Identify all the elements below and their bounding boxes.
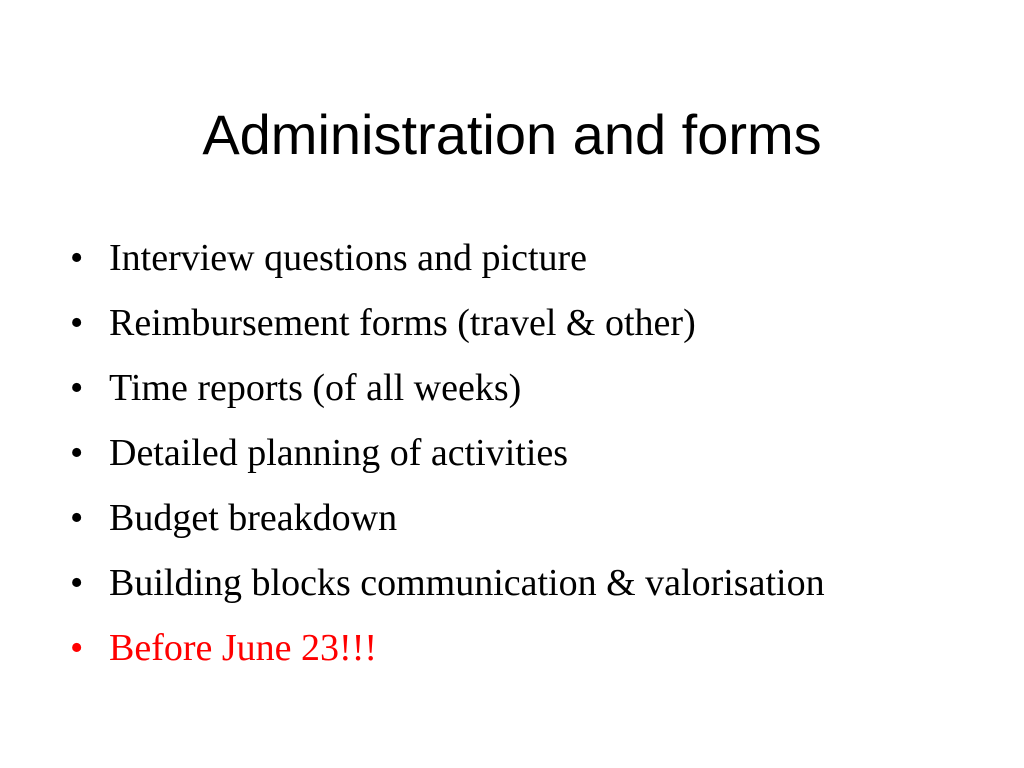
slide-title: Administration and forms bbox=[202, 103, 822, 166]
bullet-text: Building blocks communication & valorisation bbox=[109, 562, 825, 604]
bullet-item-budget bbox=[70, 492, 1010, 557]
bullet-text: Budget breakdown bbox=[109, 497, 398, 539]
bullet-dot-icon: • bbox=[70, 627, 84, 669]
bullet-dot-icon: • bbox=[70, 237, 84, 279]
bullet-dot-icon: • bbox=[70, 302, 84, 344]
bullet-item-planning bbox=[70, 427, 1010, 492]
bullet-dot-icon: • bbox=[70, 432, 84, 474]
bullet-item-reimbursement bbox=[70, 297, 1010, 362]
bullet-item-time-reports bbox=[70, 362, 1010, 427]
bullet-text: Interview questions and picture bbox=[109, 237, 588, 279]
bullet-text: Before June 23!!! bbox=[109, 627, 378, 669]
bullet-dot-icon: • bbox=[70, 497, 84, 539]
bullet-dot-icon: • bbox=[70, 562, 84, 604]
bullet-item-building-blocks bbox=[70, 557, 1010, 622]
bullet-item-interview bbox=[70, 232, 1010, 297]
bullet-item-deadline bbox=[70, 622, 1010, 687]
bullet-list bbox=[70, 232, 1010, 687]
bullet-dot-icon: • bbox=[70, 367, 84, 409]
bullet-text: Reimbursement forms (travel & other) bbox=[109, 302, 696, 344]
bullet-text: Detailed planning of activities bbox=[109, 432, 569, 474]
bullet-text: Time reports (of all weeks) bbox=[109, 367, 522, 409]
